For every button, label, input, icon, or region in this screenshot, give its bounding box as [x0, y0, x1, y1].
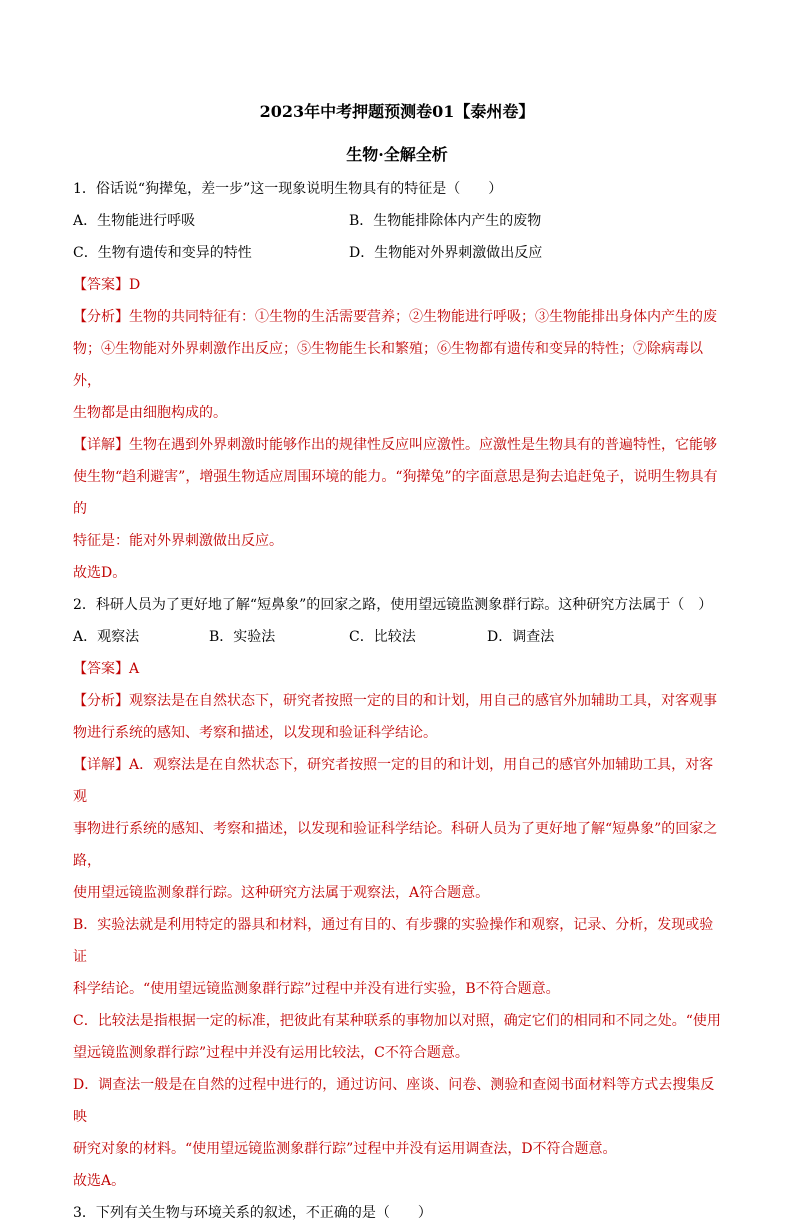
q1-conclusion: 故选D。 [73, 565, 127, 581]
q1-analysis-line: 【分析】生物的共同特征有：①生物的生活需要营养；②生物能进行呼吸；③生物能排出身体内产生的废 [73, 309, 717, 325]
content-body [73, 173, 723, 1229]
q2-detail-line: C．比较法是指根据一定的标准，把彼此有某种联系的事物加以对照，确定它们的相同和不同之处。“使用 [73, 1013, 721, 1029]
q2-conclusion: 故选A。 [73, 1173, 126, 1189]
q1-detail-line: 特征是：能对外界刺激做出反应。 [73, 533, 283, 549]
q2-option-b: B．实验法 [209, 629, 276, 645]
q2-stem: 2．科研人员为了更好地了解“短鼻象”的回家之路，使用望远镜监测象群行踪。这种研究方法属于（ ） [73, 597, 713, 613]
q1-option-d: D．生物能对外界刺激做出反应 [349, 245, 543, 261]
q2-detail-line: D．调查法一般是在自然的过程中进行的，通过访问、座谈、问卷、测验和查阅书面材料等方式去搜集反映 [73, 1077, 715, 1125]
q1-stem: 1．俗话说“狗撵兔，差一步”这一现象说明生物具有的特征是（ ） [73, 181, 503, 197]
page-title: 2023年中考押题预测卷01【泰州卷】 [259, 102, 535, 121]
q2-detail-line: B．实验法就是利用特定的器具和材料，通过有目的、有步骤的实验操作和观察，记录、分析，发现或验证 [73, 917, 714, 965]
q1-analysis-line: 物；④生物能对外界刺激作出反应；⑤生物能生长和繁殖；⑥生物都有遗传和变异的特性；⑦除病毒以外， [73, 341, 703, 389]
q1-options-row-1 [73, 205, 723, 237]
q2-option-a: A．观察法 [73, 629, 140, 645]
page-subtitle: 生物·全解全析 [346, 145, 448, 164]
q2-option-c: C．比较法 [349, 629, 416, 645]
q2-option-d: D．调查法 [487, 629, 555, 645]
q1-options-row-2 [73, 237, 723, 269]
q1-detail-line: 使生物“趋利避害”，增强生物适应周围环境的能力。“狗撵兔”的字面意思是狗去追赶兔子，说明生物具有的 [73, 469, 718, 517]
q2-options-row [73, 621, 723, 653]
q2-detail-line: 使用望远镜监测象群行踪。这种研究方法属于观察法，A符合题意。 [73, 885, 490, 901]
q1-analysis-line: 生物都是由细胞构成的。 [73, 405, 227, 421]
q2-answer: 【答案】A [73, 661, 140, 677]
q1-detail-line: 【详解】生物在遇到外界刺激时能够作出的规律性反应叫应激性。应激性是生物具有的普遍特性，它能够 [73, 437, 717, 453]
q2-detail-line: 望远镜监测象群行踪”过程中并没有运用比较法，C不符合题意。 [73, 1045, 469, 1061]
q1-option-a: A．生物能进行呼吸 [73, 213, 196, 229]
q3-stem: 3．下列有关生物与环境关系的叙述，不正确的是（ ） [73, 1205, 432, 1221]
q2-detail-line: 事物进行系统的感知、考察和描述，以发现和验证科学结论。科研人员为了更好地了解“短鼻象”的回家之路， [73, 821, 718, 869]
q2-detail-line: 研究对象的材料。“使用望远镜监测象群行踪”过程中并没有运用调查法，D不符合题意。 [73, 1141, 617, 1157]
q2-detail-line: 【详解】A．观察法是在自然状态下，研究者按照一定的目的和计划，用自己的感官外加辅助工具，对客观 [73, 757, 714, 805]
q2-detail-line: 科学结论。“使用望远镜监测象群行踪”过程中并没有进行实验，B不符合题意。 [73, 981, 560, 997]
q2-analysis-line: 【分析】观察法是在自然状态下，研究者按照一定的目的和计划，用自己的感官外加辅助工具，对客观事 [73, 693, 717, 709]
q1-answer: 【答案】D [73, 277, 141, 293]
q2-analysis-line: 物进行系统的感知、考察和描述，以发现和验证科学结论。 [73, 725, 437, 741]
q1-option-b: B．生物能排除体内产生的废物 [349, 213, 542, 229]
q1-option-c: C．生物有遗传和变异的特性 [73, 245, 252, 261]
